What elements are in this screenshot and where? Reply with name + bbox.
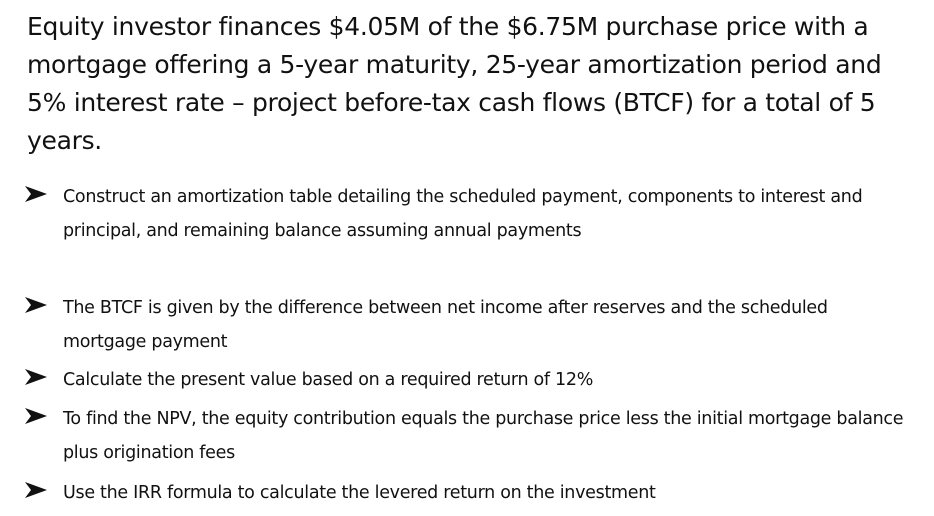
arrow-bullet-icon bbox=[25, 408, 47, 424]
arrow-bullet-icon bbox=[25, 297, 47, 313]
arrow-bullet-icon bbox=[25, 369, 47, 385]
bullet-text: Calculate the present value based on a required return of 12% bbox=[63, 370, 594, 390]
bullet-text: Use the IRR formula to calculate the levered return on the investment bbox=[63, 483, 656, 503]
bullet-text: Construct an amortization table detailing the scheduled payment, components to interest and principal, and remaining balance assuming annual payments bbox=[63, 187, 863, 241]
slide-heading: Equity investor finances $4.05M of the $6.75M purchase price with a mortgage offering a 5-year maturity, 25-year amortization period and 5% interest rate – project before-tax cash flows (BTCF) for a total of 5 years. bbox=[27, 12, 882, 155]
bullet-text: To find the NPV, the equity contribution equals the purchase price less the initial mortgage balance plus origination fees bbox=[63, 409, 904, 463]
arrow-bullet-icon bbox=[25, 482, 47, 498]
arrow-bullet-icon bbox=[25, 186, 47, 202]
bullet-text: The BTCF is given by the difference between net income after reserves and the scheduled mortgage payment bbox=[63, 298, 828, 352]
